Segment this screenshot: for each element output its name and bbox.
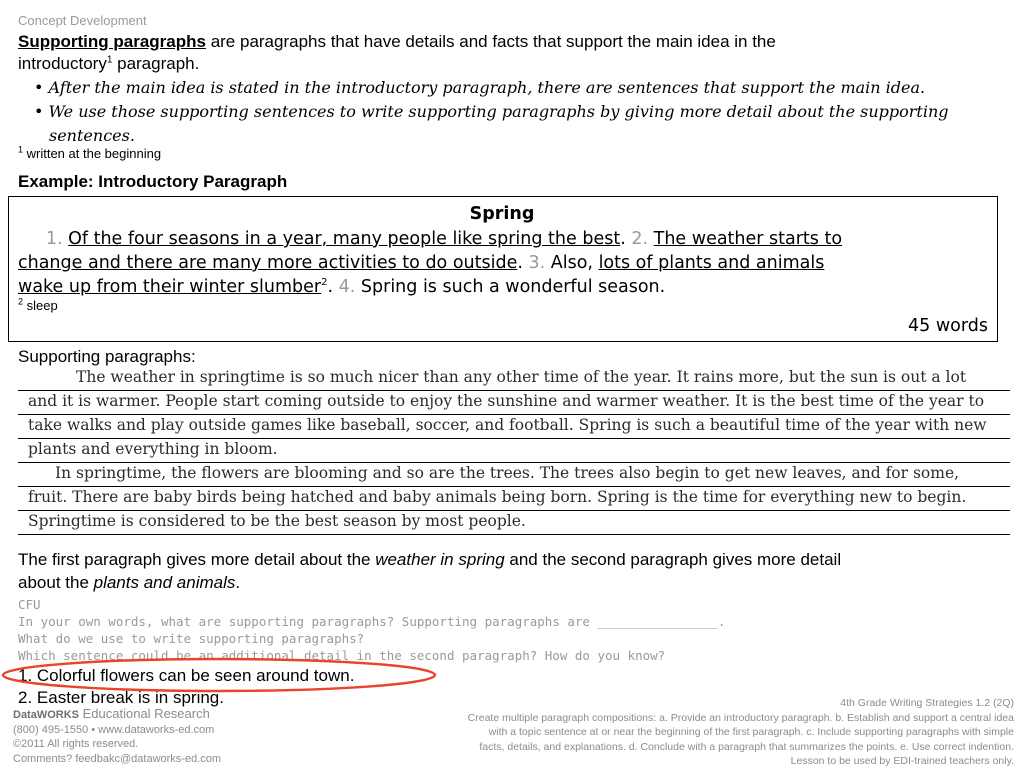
footer-copyright: ©2011 All rights reserved. xyxy=(13,738,139,750)
explanation: The first paragraph gives more detail about the weather in spring and the second paragraph gives more detail about the plants and animals. xyxy=(18,550,842,592)
definition xyxy=(18,31,1018,75)
emphasis-plants: plants and animals xyxy=(93,573,236,592)
sentence-3b: wake up from their winter slumber xyxy=(18,277,322,297)
definition-text-2: introductory xyxy=(18,54,107,73)
answer-option-1: 1. Colorful flowers can be seen around town. xyxy=(18,666,355,685)
paragraph-1-line-4: plants and everything in bloom. xyxy=(18,438,1010,463)
example-heading: Example: Introductory Paragraph xyxy=(18,172,288,191)
cfu-label: CFU xyxy=(18,597,41,612)
standard-line-2: with a topic sentence at or near the beginning of the first paragraph. c. Include supporting paragraphs with simple xyxy=(488,726,1014,738)
footnote-text: written at the beginning xyxy=(23,146,162,161)
footnote-num-2: 2 xyxy=(18,296,24,307)
paragraph-1-line-2: and it is warmer. People start coming outside to enjoy the sunshine and warmer weather. It is the best time of the year to xyxy=(18,390,1010,415)
sentence-number-2: 2. xyxy=(631,229,649,249)
highlight-ellipse xyxy=(0,655,450,695)
answer-option-2: 2. Easter break is in spring. xyxy=(18,688,224,707)
example-title: Spring xyxy=(469,204,535,224)
section-label: Concept Development xyxy=(18,13,147,28)
standard-title: 4th Grade Writing Strategies 1.2 (2Q) xyxy=(840,697,1014,709)
punct-2: . xyxy=(517,253,523,273)
punct-1: . xyxy=(620,229,626,249)
supporting-label: Supporting paragraphs: xyxy=(18,347,196,366)
footnote-marker: 1 xyxy=(106,54,113,66)
example-paragraph xyxy=(18,227,993,299)
sentence-4: Spring is such a wonderful season. xyxy=(355,277,666,297)
brand-rest: Educational Research xyxy=(79,706,210,721)
brand-name: DataWORKS xyxy=(13,709,80,721)
sentence-2a: The weather starts to xyxy=(653,229,843,249)
standard-line-4: Lesson to be used by EDI-trained teachers only. xyxy=(790,755,1014,767)
cfu-question-1: In your own words, what are supporting paragraphs? Supporting paragraphs are ________________. xyxy=(18,614,726,629)
definition-text-3: paragraph. xyxy=(112,54,200,73)
emphasis-weather: weather in spring xyxy=(375,550,505,569)
definition-bullets xyxy=(34,76,1024,148)
footnote-2 xyxy=(18,298,58,313)
term: Supporting paragraphs xyxy=(18,32,206,51)
definition-text: are paragraphs that have details and facts that support the main idea in the xyxy=(205,32,776,51)
bullet-1: • After the main idea is stated in the introductory paragraph, there are sentences that support the main idea. xyxy=(34,78,926,97)
bullet-2-cont: sentences. xyxy=(49,126,135,145)
punct-3: . xyxy=(327,277,334,297)
bullet-2: • We use those supporting sentences to write supporting paragraphs by giving more detail about the supporting xyxy=(34,102,949,121)
footnote-1 xyxy=(18,146,161,161)
sentence-number-3: 3. xyxy=(528,253,546,273)
cfu-question-2: What do we use to write supporting paragraphs? xyxy=(18,631,365,646)
cfu-question-3: Which sentence could be an additional detail in the second paragraph? How do you know? xyxy=(18,648,666,663)
footer-comments: Comments? feedbakc@dataworks-ed.com xyxy=(13,752,222,765)
paragraph-2-line-3: Springtime is considered to be the best season by most people. xyxy=(18,510,1010,535)
sentence-number-4: 4. xyxy=(338,277,356,297)
word-count: 45 words xyxy=(908,316,988,336)
paragraph-1-line-3: take walks and play outside games like baseball, soccer, and football. Spring is such a beautiful time of the year with new xyxy=(18,414,1010,439)
cfu-block xyxy=(18,596,725,664)
footer-publisher xyxy=(13,707,221,766)
footer-standards xyxy=(314,696,1014,769)
sentence-number-1: 1. xyxy=(45,229,63,249)
footnote-text-2: sleep xyxy=(23,298,58,313)
sentence-3a: lots of plants and animals xyxy=(598,253,825,273)
footnote-num: 1 xyxy=(18,144,24,155)
standard-line-1: Create multiple paragraph compositions: a. Provide an introductory paragraph. b. Establish and support a central idea xyxy=(467,711,1014,724)
sentence-1: Of the four seasons in a year, many people like spring the best xyxy=(68,229,621,249)
sentence-2b: change and there are many more activities to do outside xyxy=(18,253,518,273)
paragraph-2-line-2: fruit. There are baby birds being hatched and baby animals being born. Spring is the time for everything new to begin. xyxy=(18,486,1010,511)
footer-phone: (800) 495-1550 • www.dataworks-ed.com xyxy=(13,723,215,736)
paragraph-2-line-1: In springtime, the flowers are blooming and so are the trees. The trees also begin to get new leaves, and for some, xyxy=(18,462,1010,487)
footnote-marker-2: 2 xyxy=(321,277,328,289)
also-word: Also, xyxy=(545,253,599,273)
paragraph-1-line-1: The weather in springtime is so much nicer than any other time of the year. It rains more, but the sun is out a lot xyxy=(18,366,1010,391)
standard-line-3: facts, details, and explanations. d. Conclude with a paragraph that summarizes the points. e. Use correct indention. xyxy=(479,740,1014,753)
